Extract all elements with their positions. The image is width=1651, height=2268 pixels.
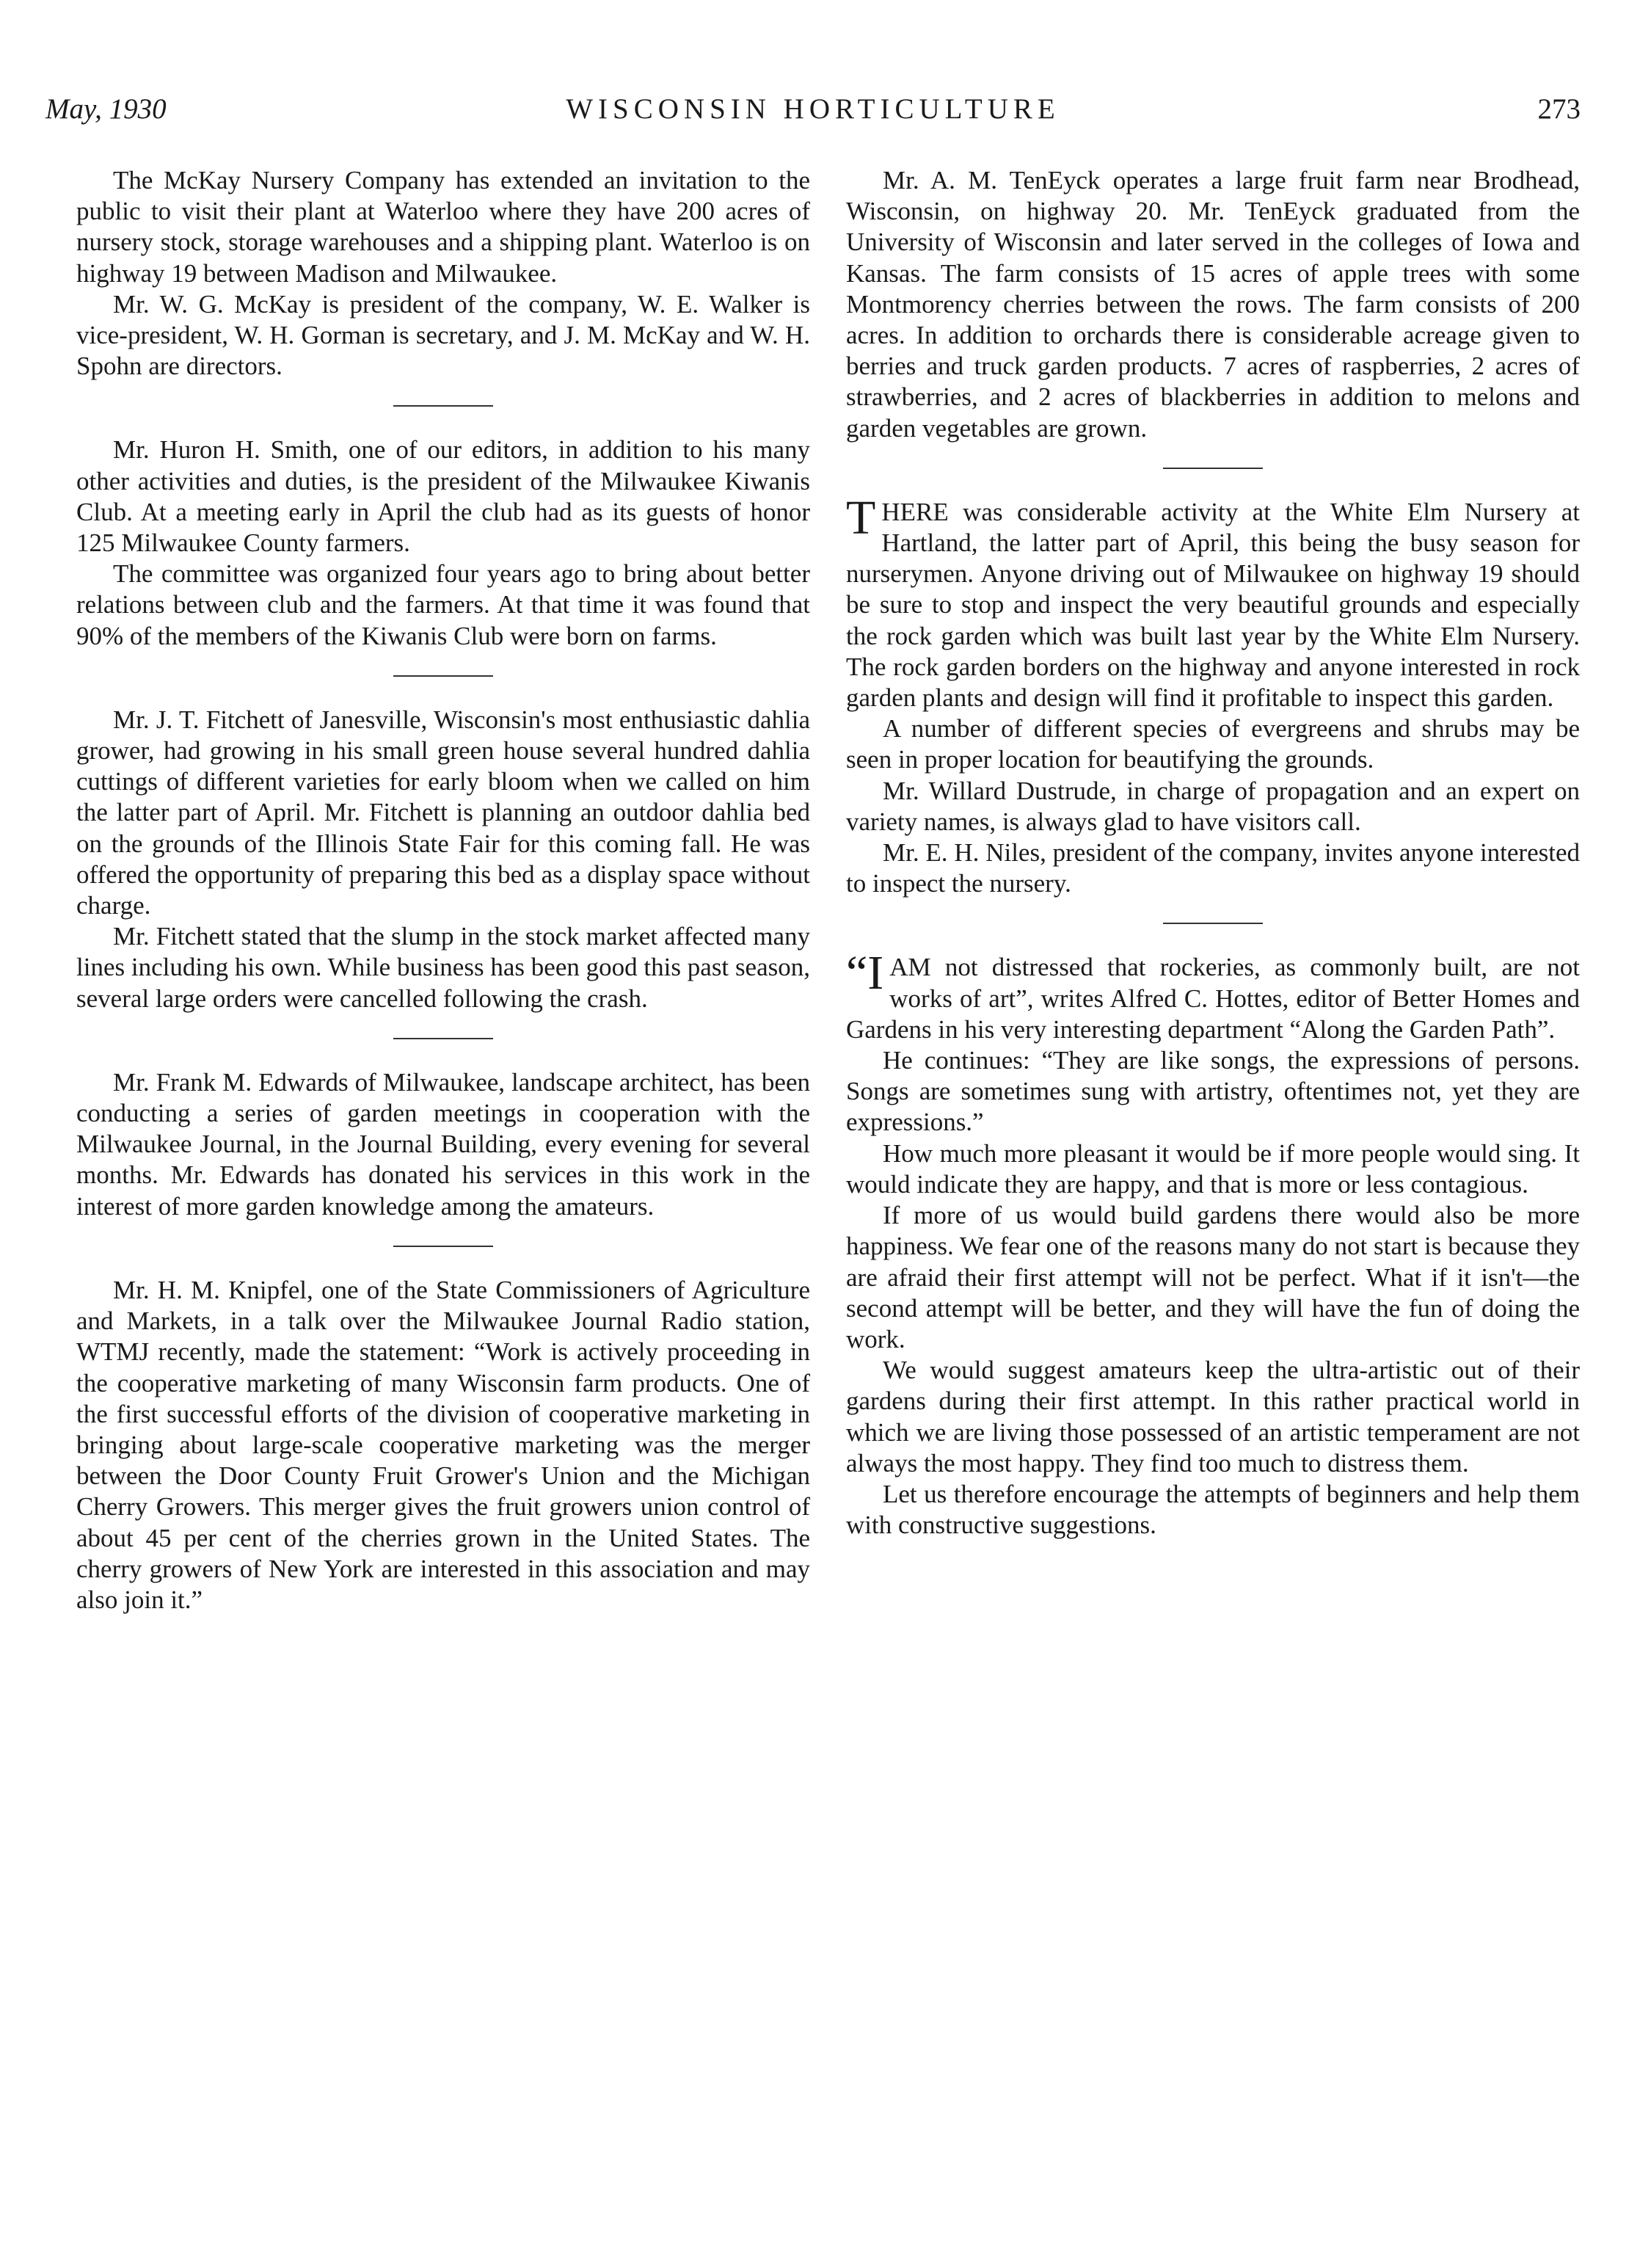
hottes-paragraph-3: How much more pleasant it would be if more people would sing. It would indicate they are happy, and that is more or less contagious. [846, 1138, 1580, 1199]
white-elm-paragraph-1 [846, 490, 1580, 713]
edwards-paragraph-1: Mr. Frank M. Edwards of Milwaukee, landscape architect, has been conducting a series of garden meetings in cooperation with the Milwaukee Journal, in the Journal Building, every evening for several months. Mr. Edwards has donated his services in this work in the interest of more garden knowledge among the amateurs. [76, 1067, 810, 1221]
white-elm-paragraph-4: Mr. E. H. Niles, president of the company, invites anyone interested to inspect the nursery. [846, 838, 1580, 898]
hottes-paragraph-2: He continues: “They are like songs, the expressions of persons. Songs are sometimes sung with artistry, oftentimes not, yet they are expressions.” [846, 1046, 1580, 1137]
hottes-paragraph-5: We would suggest amateurs keep the ultra-artistic out of their gardens during their first attempt. In this rather practical world in which we are living those possessed of an artistic temperament are not always the most happy. They find too much to distress them. [846, 1356, 1580, 1478]
hottes-paragraph-4: If more of us would build gardens there would also be more happiness. We fear one of the reasons many do not start is because they are afraid their first attempt will not be perfect. What if it isn't—the second attempt will be better, and they will have the fun of doing the work. [846, 1201, 1580, 1353]
hottes-paragraph-1 [846, 946, 1580, 1045]
white-elm-text: HERE was considerable activity at the White Elm Nursery at Hartland, the latter part of April, this being the busy season for nurserymen. Anyone driving out of Milwaukee on highway 19 should be sure to stop and inspect the very beautiful grounds and especially the rock garden which was built last year by the White Elm Nursery. The rock garden borders on the highway and anyone interested in rock garden plants and design will find it profitable to inspect this garden. [846, 497, 1580, 713]
smith-paragraph-1: Mr. Huron H. Smith, one of our editors, in addition to his many other activities and duties, is the president of the Milwaukee Kiwanis Club. At a meeting early in April the club had as its guests of honor 125 Milwaukee County farmers. [76, 435, 810, 558]
section-divider [393, 675, 493, 677]
running-head [45, 92, 1581, 137]
fitchett-paragraph-2: Mr. Fitchett stated that the slump in the stock market affected many lines including his own. While business has been good this past season, several large orders were cancelled following the crash. [76, 922, 810, 1013]
white-elm-paragraph-2: A number of different species of evergreens and shrubs may be seen in proper location for beautifying the grounds. [846, 714, 1580, 774]
smith-paragraph-2: The committee was organized four years ago to bring about better relations between club and the farmers. At that time it was found that 90% of the members of the Kiwanis Club were born on farms. [76, 559, 810, 650]
fitchett-paragraph-1: Mr. J. T. Fitchett of Janesville, Wisconsin's most enthusiastic dahlia grower, had growing in his small green house several hundred dahlia cuttings of different varieties for early bloom when we called on him the latter part of April. Mr. Fitchett is planning an outdoor dahlia bed on the grounds of the Illinois State Fair for this coming fall. He was offered the opportunity of preparing this bed as a display space without charge. [76, 705, 810, 920]
white-elm-paragraph-3: Mr. Willard Dustrude, in charge of propagation and an expert on variety names, is always glad to have visitors call. [846, 776, 1580, 836]
left-column [76, 165, 810, 1615]
teneyck-paragraph-1: Mr. A. M. TenEyck operates a large fruit farm near Brodhead, Wisconsin, on highway 20. Mr. TenEyck graduated from the University of Wisconsin and later served in the colleges of Iowa and Kansas. The farm consists of 15 acres of apple trees with some Montmorency cherries between the rows. The farm consists of 200 acres. In addition to orchards there is considerable acreage given to berries and truck garden products. 7 acres of raspberries, 2 acres of strawberries, and 2 acres of blackberries in addition to melons and garden vegetables are grown. [846, 166, 1580, 443]
drop-cap-letter: I [867, 946, 884, 1000]
hottes-text: AM not distressed that rockeries, as commonly built, are not works of art”, writes Alfred C. Hottes, editor of Better Homes and Gardens in his very interesting department “Along the Garden Path”. [846, 953, 1580, 1044]
opening-quote: “ [846, 946, 868, 1000]
section-divider [393, 1038, 493, 1039]
section-divider [393, 405, 493, 407]
page-number: 273 [1537, 93, 1581, 125]
publication-title: WISCONSIN HORTICULTURE [566, 93, 1060, 125]
hottes-paragraph-6: Let us therefore encourage the attempts of beginners and help them with constructive suggestions. [846, 1479, 1580, 1540]
section-divider [1163, 923, 1263, 924]
knipfel-paragraph-1: Mr. H. M. Knipfel, one of the State Commissioners of Agriculture and Markets, in a talk over the Milwaukee Journal Radio station, WTMJ recently, made the statement: “Work is actively proceeding in the cooperative marketing of many Wisconsin farm products. One of the first successful efforts of the division of cooperative marketing in bringing about large-scale cooperative marketing was the merger between the Door County Fruit Grower's Union and the Michigan Cherry Growers. This merger gives the fruit growers union control of about 45 per cent of the cherries grown in the United States. The cherry growers of New York are interested in this association and may also join it.” [76, 1275, 810, 1614]
section-divider [1163, 468, 1263, 469]
mckay-paragraph-2: Mr. W. G. McKay is president of the company, W. E. Walker is vice-president, W. H. Gorman is secretary, and J. M. McKay and W. H. Spohn are directors. [76, 289, 810, 381]
drop-cap: T [846, 490, 876, 545]
mckay-paragraph-1: The McKay Nursery Company has extended an invitation to the public to visit their plant at Waterloo where they have 200 acres of nursery stock, storage warehouses and a shipping plant. Waterloo is on highway 19 between Madison and Milwaukee. [76, 166, 810, 288]
drop-cap [846, 946, 884, 1000]
section-divider [393, 1246, 493, 1247]
right-column [846, 165, 1580, 1541]
issue-date: May, 1930 [45, 93, 167, 125]
